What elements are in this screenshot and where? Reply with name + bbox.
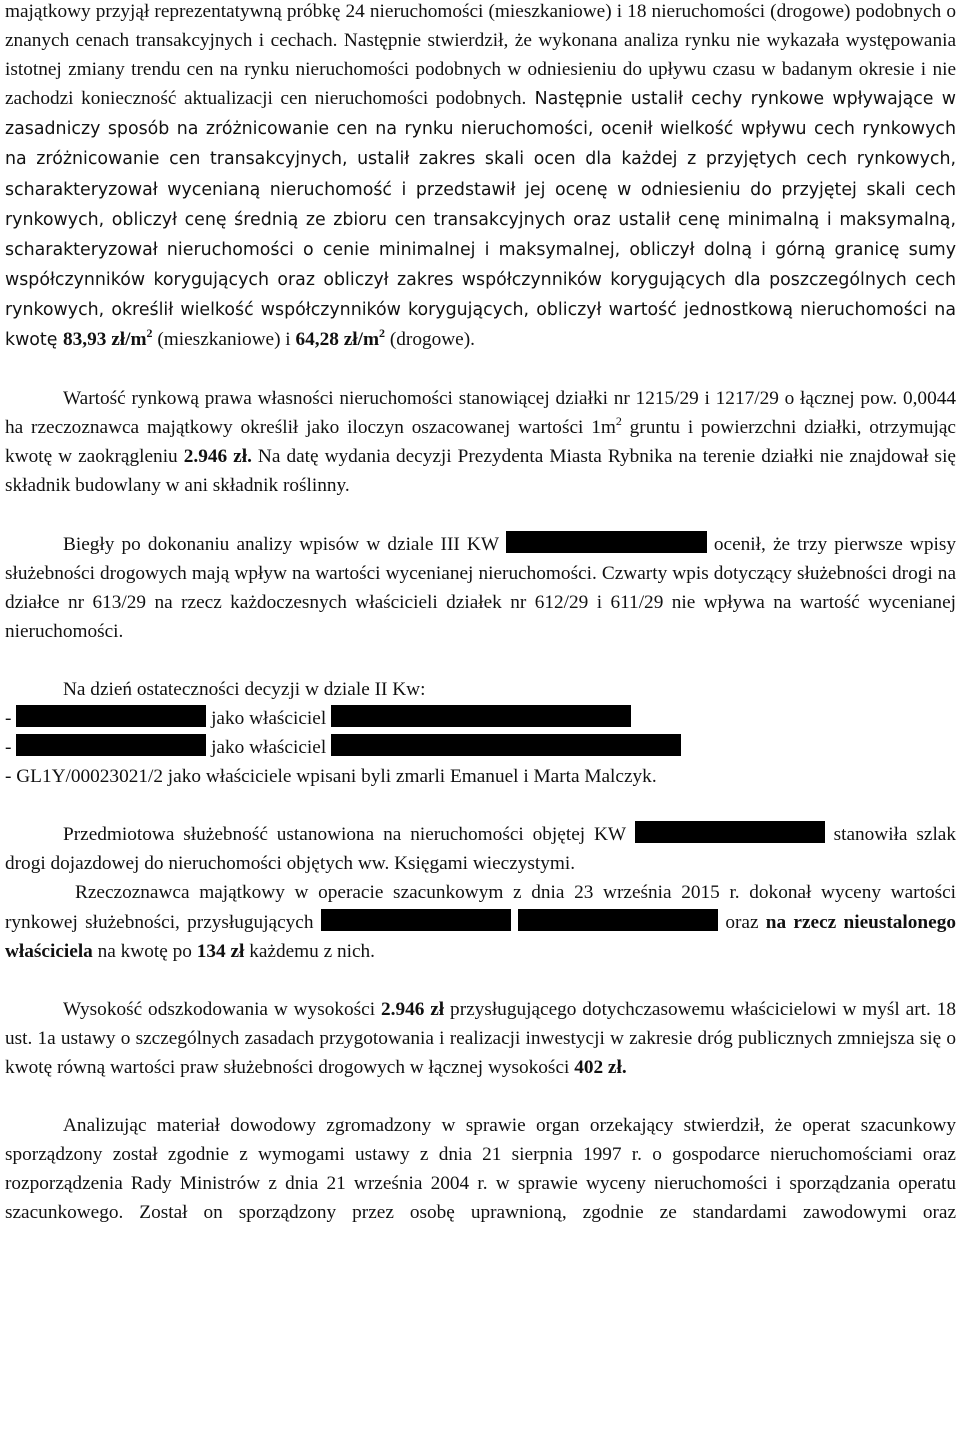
text-fragment: Na datę wydania decyzji Prezydenta Miasta Rybnika na terenie działki nie znajdował się składnik budowlany w ani składnik roślinny. [5,446,956,497]
list-item [5,733,956,762]
list-dash: - [5,737,17,759]
text-fragment: Następnie ustalił cechy rynkowe wpływające w zasadniczy sposób na zróżnicowanie cen na rynku nieruchomości, ocenił wielkość wpływu cech rynkowych na zróżnicowanie cen transakcyjnych, ustalił zakres skali ocen dla każdej z przyjętych cech rynkowych, scharakteryzował wycenianą nieruchomość i przedstawił jej ocenę w odniesieniu do przyjętej skali cech rynkowych, obliczył cenę średnią ze zbioru cen transakcyjnych oraz ustalił cenę minimalną i maksymalną, scharakteryzował nieruchomości o cenie minimalnej i maksymalnej, obliczył dolną i górną granicę sumy współczynników korygujących oraz obliczył zakres współczynników korygujących dla poszczególnych cech rynkowych, określił wielkość współczynników korygujących, obliczył wartość jednostkową nieruchomości na kwotę [5,89,956,351]
unit-value-residential: 83,93 zł/m [62,329,147,351]
text-fragment: Rzeczoznawca majątkowy w operacie szacunkowym z dnia 23 września 2015 r. dokonał wyceny wartości rynkowej służebności, przysługujących [5,882,956,933]
text-fragment: każdemu z nich. [244,940,376,962]
redaction-block [331,734,681,756]
text-fragment: (mieszkaniowe) i [152,329,296,351]
easement-total-amount: 402 zł. [574,1056,627,1078]
paragraph-easement-valuation [5,878,956,965]
text-fragment: (drogowe). [385,329,475,351]
text-fragment: jako właściciel [206,737,331,759]
market-value-amount: 2.946 zł. [183,446,252,468]
list-dash: - [5,707,17,729]
redaction-block [321,909,511,931]
compensation-amount: 2.946 zł [380,998,445,1020]
text-fragment: Wysokość odszkodowania w wysokości [63,998,381,1020]
text-fragment: gruntu i powierzchni działki, otrzymując kwotę w zaokrągleniu [5,417,956,468]
paragraph-valuation-method [5,0,956,355]
text-fragment: majątkowy przyjął reprezentatywną próbkę 24 nieruchomości (mieszkaniowe) i 18 nieruchomości (drogowe) podobnych o znanych cenach transakcyjnych i cechach. Następnie stwierdził, że wykonana analiza rynku nie wykazała występowania istotnej zmiany trendu cen na rynku nieruchomości podobnych w odniesieniu do upływu czasu w badanym okresie i nie zachodzi konieczność aktualizacji cen nieruchomości podobnych. [5,1,956,110]
list-item [5,704,956,733]
unit-value-road: 64,28 zł/m [295,329,380,351]
paragraph-compensation [5,995,956,1082]
text-fragment: Analizując materiał dowodowy zgromadzony w sprawie organ orzekający stwierdził, że operat szacunkowy sporządzony został zgodnie z wymogami ustawy z dnia 21 sierpnia 1997 r. o gospodarce nieruchomościami oraz rozporządzenia Rady Ministrów z dnia 21 września 2004 r. w sprawie wyceny nieruchomości i sporządzania operatu szacunkowego. Został on sporządzony przez osobę uprawnioną, zgodnie ze standardami zawodowymi oraz [5,1115,956,1224]
redaction-block [16,734,206,756]
superscript: 2 [379,325,386,340]
paragraph-conclusion [5,1111,956,1227]
list-item: - GL1Y/00023021/2 jako właściciele wpisani byli zmarli Emanuel i Marta Malczyk. [5,766,657,788]
easement-amount: 134 zł [196,940,245,962]
owners-heading: Na dzień ostateczności decyzji w dziale II Kw: [63,678,426,700]
paragraph-market-value [5,384,956,500]
text-fragment: jako właściciel [206,707,331,729]
text-fragment: przysługującego dotychczasowemu właścicielowi w myśl art. 18 ust. 1a ustawy o szczególnych zasadach przygotowania i realizacji inwestycji w zakresie dróg publicznych zmniejsza się o kwotę równą wartości praw służebności drogowych w łącznej wysokości [5,998,956,1078]
paragraph-easement [5,820,956,878]
text-fragment: Wartość rynkową prawa własności nieruchomości stanowiącej działki nr 1215/29 i 1217/29 o łącznej pow. 0,0044 ha rzeczoznawca majątkowy określił jako iloczyn oszacowanej wartości 1m [5,388,956,439]
redaction-block [506,531,707,553]
redaction-block [16,705,206,727]
redaction-block [331,705,631,727]
text-fragment: ocenił, że trzy pierwsze wpisy służebności drogowych mają wpływ na wartości wycenianej nieruchomości. Czwarty wpis dotyczący służebności drogi na działce nr 613/29 na rzecz każdoczesnych właścicieli działek nr 612/29 i 611/29 nie wpływa na wartość wycenianej nieruchomości. [5,533,956,642]
redaction-block [635,821,825,843]
text-fragment: oraz [718,911,766,933]
text-fragment: na kwotę po [92,940,197,962]
text-fragment: stanowiła szlak drogi dojazdowej do nieruchomości objętych ww. Księgami wieczystymi. [5,824,956,875]
paragraph-expert-analysis [5,530,956,646]
document-page [5,0,956,1227]
superscript: 2 [146,325,153,340]
text-fragment: Biegły po dokonaniu analizy wpisów w dziale III KW [63,533,506,555]
text-fragment: Przedmiotowa służebność ustanowiona na nieruchomości objętej KW [63,824,635,846]
bold-phrase: na rzecz nieustalonego właściciela [5,911,956,962]
paragraph-owners-list [5,675,956,791]
superscript: 2 [615,413,622,428]
redaction-block [518,909,718,931]
